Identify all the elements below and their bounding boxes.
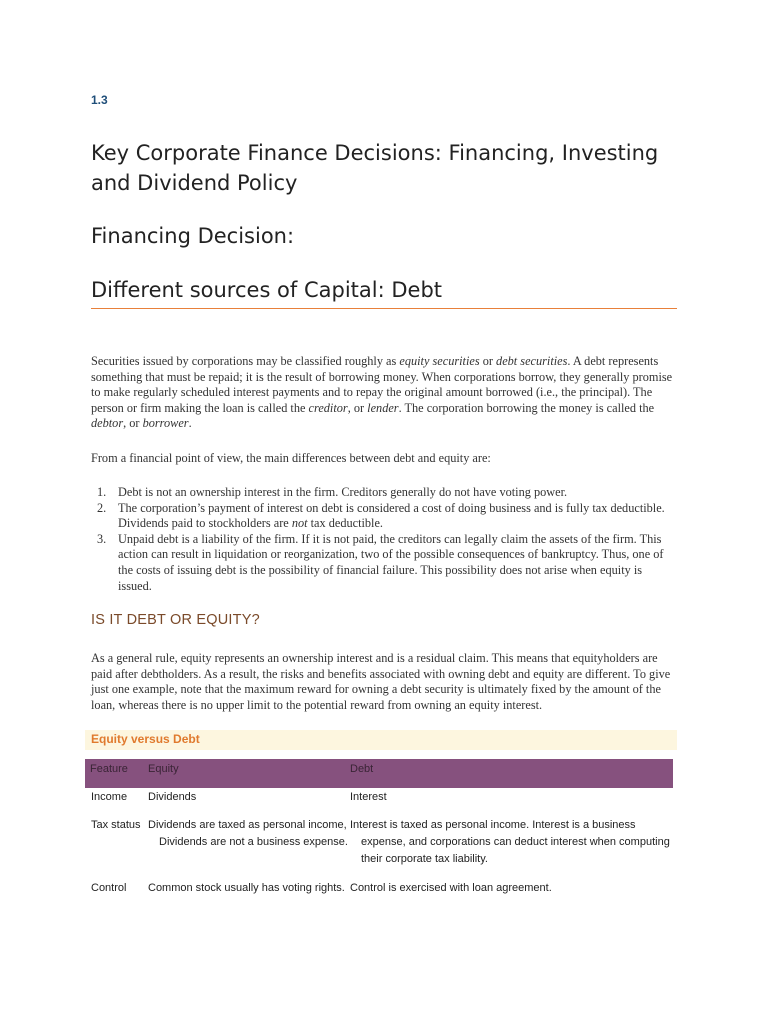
table-cell-feature: Income: [91, 791, 128, 803]
equity-explanation-paragraph: As a general rule, equity represents an ownership interest and is a residual claim. This means that equityholders are paid after debtholders. As a result, the risks and benefits associated with owning debt and equity are different. To give just one example, note that the maximum reward for owning a debt security is ultimately fixed by the amount of the loan, whereas there is no upper limit to the potential reward from owning an equity interest.: [91, 651, 671, 712]
heading-debt-or-equity: IS IT DEBT OR EQUITY?: [91, 612, 260, 628]
table-cell-feature: Control: [91, 882, 127, 894]
intro-paragraph: Securities issued by corporations may be classified roughly as equity securities or debt securities. A debt represents something that must be repaid; it is the result of borrowing money. When corporations borrow, they generally promise to make regularly scheduled interest payments and to repay the original amount borrowed (i.e., the principal). The person or firm making the loan is called the creditor, or lender. The corporation borrowing the money is called the debtor, or borrower.: [91, 354, 673, 431]
list-number: 1.: [97, 485, 107, 499]
list-item: [91, 501, 677, 532]
differences-list: [91, 485, 677, 594]
list-item: [91, 485, 677, 501]
table-title: Equity versus Debt: [91, 732, 200, 746]
list-item-text: The corporation’s payment of interest on debt is considered a cost of doing business and is fully tax deductible. Dividends paid to stockholders are not tax deductible.: [118, 500, 665, 531]
list-item-text: Unpaid debt is a liability of the firm. If it is not paid, the creditors can legally claim the assets of the firm. This action can result in liquidation or reorganization, two of the possible consequences of bankruptcy. Thus, one of the costs of issuing debt is the possibility of financial failure. This possibility does not arise when equity is issued.: [118, 531, 664, 593]
table-cell-equity: Dividends are taxed as personal income, Dividends are not a business expense.: [148, 819, 348, 848]
table-header-feature: Feature: [90, 763, 128, 775]
differences-intro: From a financial point of view, the main differences between debt and equity are:: [91, 451, 491, 465]
list-item: [91, 532, 677, 594]
table-cell-debt: Interest: [350, 791, 387, 803]
section-number: 1.3: [91, 93, 108, 107]
page-title: Key Corporate Finance Decisions: Financing, Investing and Dividend Policy: [91, 141, 659, 195]
list-number: 2.: [97, 500, 107, 515]
list-number: 3.: [97, 531, 107, 546]
heading-sources-of-capital: Different sources of Capital: Debt: [91, 278, 443, 302]
heading-underline: [91, 308, 677, 309]
table-cell-equity: Common stock usually has voting rights.: [148, 882, 345, 894]
table-header-debt: Debt: [350, 763, 374, 775]
table-header-equity: Equity: [148, 763, 179, 775]
list-item-text: Debt is not an ownership interest in the firm. Creditors generally do not have voting power.: [118, 485, 568, 499]
table-cell-feature: Tax status: [91, 819, 141, 831]
table-cell-debt: Interest is taxed as personal income. Interest is a business expense, and corporations can deduct interest when computing their corporate tax liability.: [350, 819, 670, 865]
table-cell-debt: Control is exercised with loan agreement.: [350, 882, 552, 894]
table-cell-equity: Dividends: [148, 791, 197, 803]
heading-financing-decision: Financing Decision:: [91, 224, 295, 248]
